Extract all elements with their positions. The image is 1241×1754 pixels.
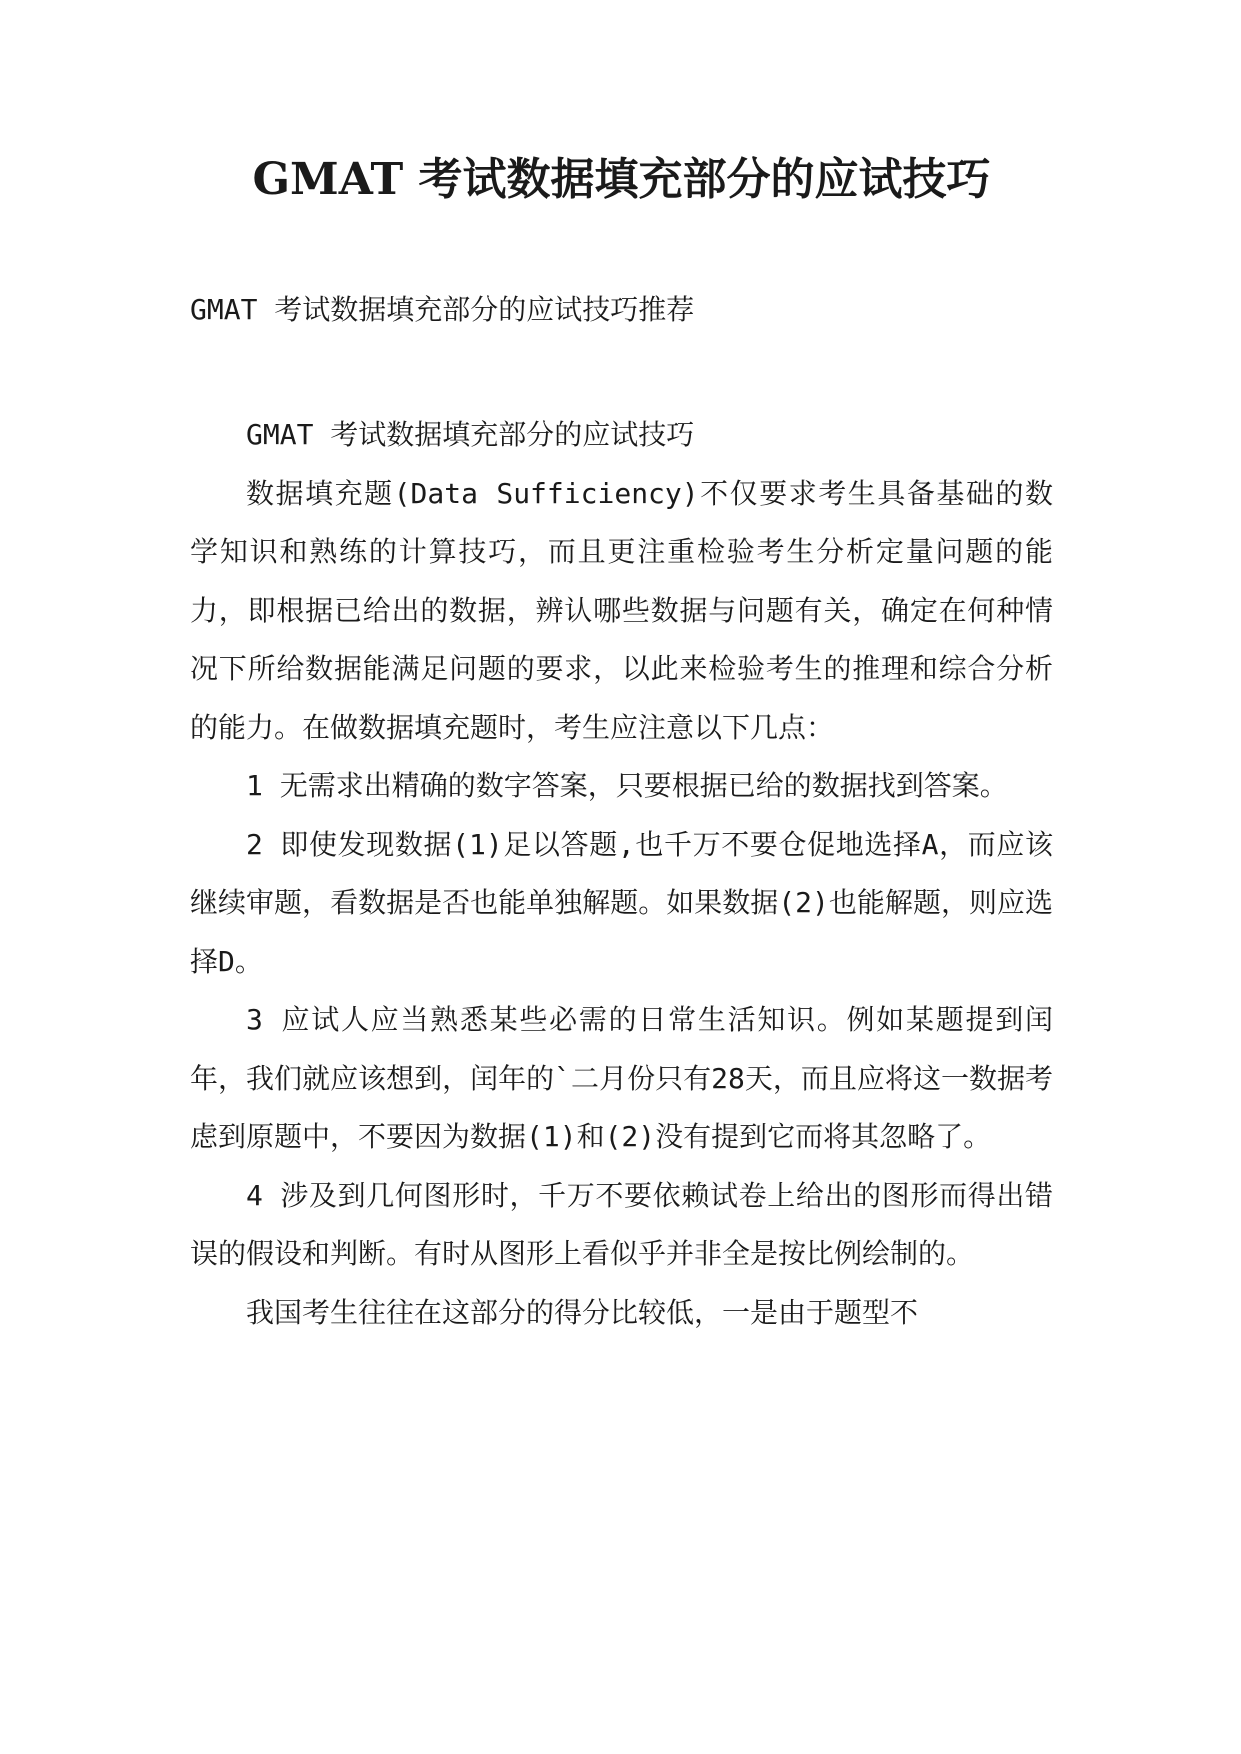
body-paragraph: 2 即使发现数据(1)足以答题,也千万不要仓促地选择A，而应该继续审题，看数据是否也能单独解题。如果数据(2)也能解题，则应选择D。 <box>190 827 1053 978</box>
document-title: GMAT 考试数据填充部分的应试技巧 <box>252 154 991 205</box>
document-body <box>190 406 1053 1342</box>
body-paragraph: 1 无需求出精确的数字答案，只要根据已给的数据找到答案。 <box>246 769 1008 802</box>
document-subtitle: GMAT 考试数据填充部分的应试技巧推荐 <box>190 293 695 326</box>
body-paragraph: GMAT 考试数据填充部分的应试技巧 <box>246 418 695 451</box>
body-paragraph: 4 涉及到几何图形时，千万不要依赖试卷上给出的图形而得出错误的假设和判断。有时从图形上看似乎并非全是按比例绘制的。 <box>190 1178 1053 1270</box>
body-paragraph: 3 应试人应当熟悉某些必需的日常生活知识。例如某题提到闰年，我们就应该想到，闰年的`二月份只有28天，而且应将这一数据考虑到原题中，不要因为数据(1)和(2)没有提到它而将其忽略了。 <box>190 1003 1053 1153</box>
body-paragraph: 我国考生往往在这部分的得分比较低，一是由于题型不 <box>246 1295 919 1329</box>
body-paragraph: 数据填充题(Data Sufficiency)不仅要求考生具备基础的数学知识和熟练的计算技巧，而且更注重检验考生分析定量问题的能力，即根据已给出的数据，辨认哪些数据与问题有关，确定在何种情况下所给数据能满足问题的要求，以此来检验考生的推理和综合分析的能力。在做数据填充题时，考生应注意以下几点： <box>190 476 1053 744</box>
